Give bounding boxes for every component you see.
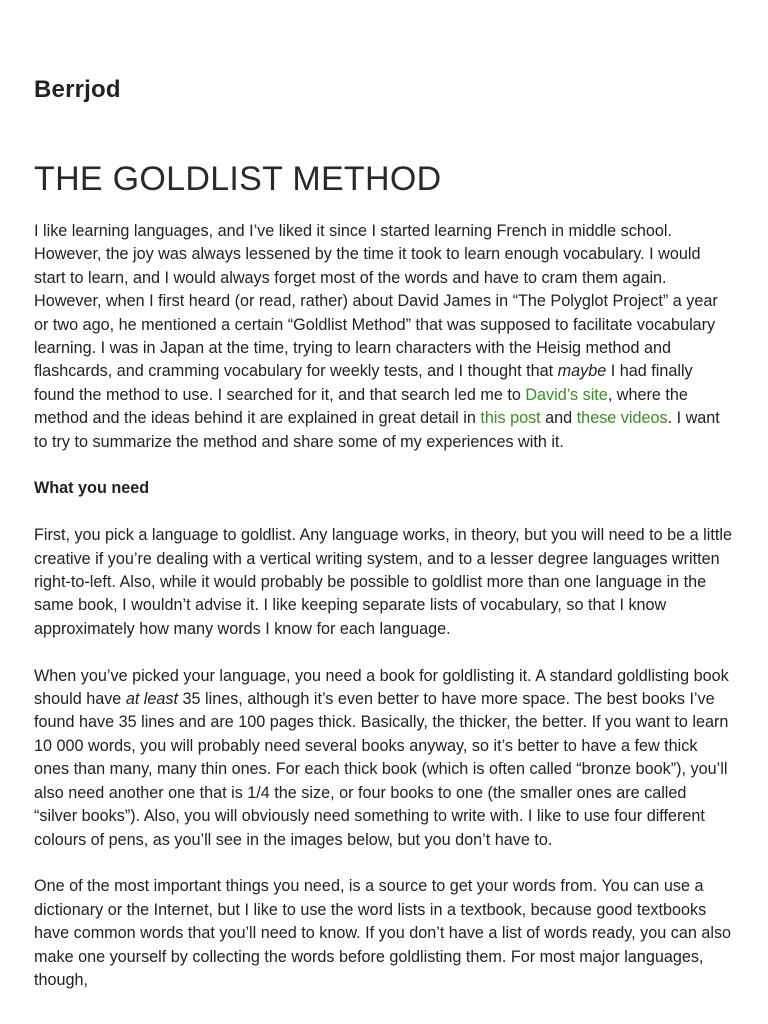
this-post-link[interactable]: this post	[480, 409, 541, 428]
these-videos-link[interactable]: these videos	[576, 409, 668, 428]
text: 35 lines, although it’s even better to have more space. The best books I’ve found have 35 lines and are 100 pages thick. Basically, the thicker, the better. If you want to learn 10 000 words, you will probably need several books anyway, so it’s better to have a few thick ones than many, many thin ones. For each thick book (which is often called “bronze book”), you’ll also need another one that is 1/4 the size, or four books to one (the smaller ones are called “silver books”). Also, you will obviously need something to write with. I like to use four different colours of pens, as you’ll see in the images below, but you don’t have to.	[34, 690, 729, 849]
text: . I want to try to summarize the method and share some of my experiences with it.	[34, 409, 720, 451]
davids-site-link[interactable]: David’s site	[525, 385, 608, 404]
text: , where the method and the ideas behind it are explained in great detail in	[34, 385, 688, 428]
paragraph-word-source: One of the most important things you need, is a source to get your words from. You can use a dictionary or the Internet, but I like to use the word lists in a textbook, because good textbooks have common words that you’ll need to know. If you don’t have a list of words ready, you can also make one yourself by collecting the words before goldlisting them. For most major languages, though,	[34, 877, 732, 989]
emphasis-text: maybe	[557, 362, 607, 381]
paragraph-pick-language: First, you pick a language to goldlist. Any language works, in theory, but you will need to be a little creative if you’re dealing with a vertical writing system, and to a lesser degree languages written right-to-left. Also, while it would probably be possible to goldlist more than one language in the same book, I wouldn’t advise it. I like keeping separate lists of vocabulary, so that I know approximately how many words I know for each language.	[34, 526, 732, 638]
emphasis-text: at least	[125, 690, 179, 709]
paragraph-book	[34, 665, 734, 852]
post-content	[34, 220, 734, 1016]
site-title[interactable]: Berrjod	[34, 76, 121, 103]
section-heading-what-you-need: What you need	[34, 479, 150, 498]
text: I had finally found the method to use. I searched for it, and that search led me to	[34, 362, 693, 404]
paragraph-intro	[34, 220, 734, 454]
text: I like learning languages, and I’ve liked it since I started learning French in middle school. However, the joy was always lessened by the time it took to learn enough vocabulary. I would start to learn, and I would always forget most of the words and have to cram them again. However, when I first heard (or read, rather) about David James in “The Polyglot Project” a year or two ago, he mentioned a certain “Goldlist Method” that was supposed to facilitate vocabulary learning. I was in Japan at the time, trying to learn characters with the Heisig method and flashcards, and cramming vocabulary for weekly tests, and I thought that	[34, 222, 718, 381]
post-title: THE GOLDLIST METHOD	[34, 160, 442, 198]
text: and	[540, 409, 577, 428]
text: When you’ve picked your language, you need a book for goldlisting it. A standard goldlisting book should have	[34, 666, 729, 709]
